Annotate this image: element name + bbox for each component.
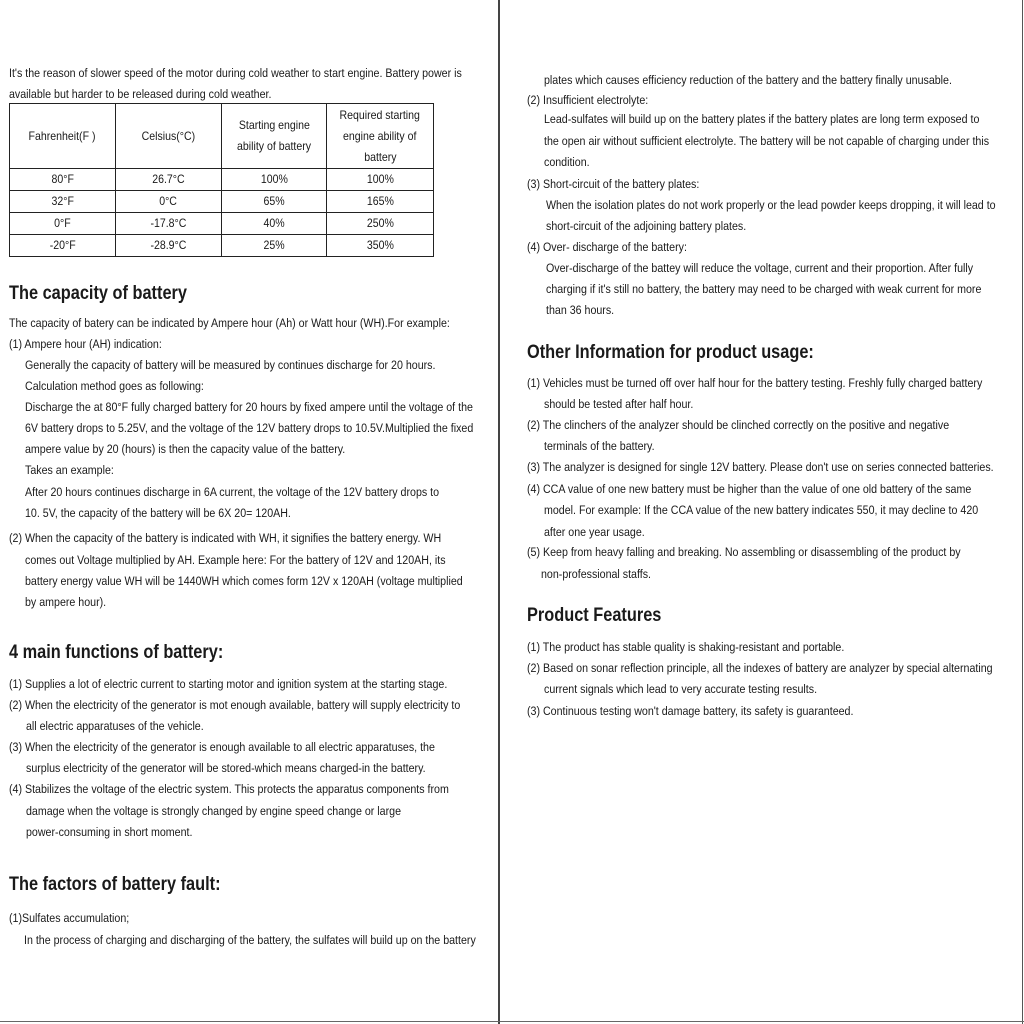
other-info-line: after one year usage.: [544, 525, 645, 539]
capacity-line: battery energy value WH will be 1440WH which comes form 12V x 120AH (voltage multiplied: [25, 574, 463, 588]
capacity-line: Calculation method goes as following:: [25, 379, 204, 393]
other-info-line: model. For example: If the CCA value of the new battery indicates 550, it may decline to 420: [544, 503, 979, 517]
capacity-line: Discharge the at 80°F fully charged battery for 20 hours by fixed ampere until the voltage of the: [25, 400, 473, 414]
other-info-heading: Other Information for product usage:: [527, 342, 814, 363]
factors-line: In the process of charging and discharging of the battery, the sulfates will build up on the battery: [24, 933, 476, 947]
functions-line: surplus electricity of the generator will be stored-which means charged-in the battery.: [26, 761, 426, 775]
table-cell: 25%: [222, 235, 327, 257]
functions-line: damage when the voltage is strongly changed by engine speed change or large: [26, 804, 402, 818]
table-cell: 165%: [327, 191, 434, 213]
temperature-table: [9, 103, 434, 257]
table-cell: 100%: [327, 169, 434, 191]
table-header-row: [10, 104, 434, 169]
table-cell: 32°F: [10, 191, 116, 213]
other-info-line: (2) The clinchers of the analyzer should be clinched correctly on the positive and negative: [527, 418, 950, 432]
header-celsius: Celsius(°C): [116, 104, 222, 169]
factors-line: the open air without sufficient electrolyte. The battery will be not capable of charging under this: [544, 134, 990, 148]
other-info-line: (1) Vehicles must be turned off over half hour for the battery testing. Freshly fully charged battery: [527, 376, 983, 390]
factors-line: (2) Insufficient electrolyte:: [527, 93, 649, 107]
column-divider: [498, 0, 500, 1024]
factors-line: Lead-sulfates will build up on the battery plates if the battery plates are long term exposed to: [544, 112, 980, 126]
functions-line: (1) Supplies a lot of electric current to starting motor and ignition system at the starting stage.: [9, 677, 448, 691]
features-line: current signals which lead to very accurate testing results.: [544, 682, 818, 696]
table-row: [10, 213, 434, 235]
table-cell: 65%: [222, 191, 327, 213]
capacity-line: comes out Voltage multiplied by AH. Example here: For the battery of 12V and 120AH, its: [25, 553, 446, 567]
table-cell: -17.8°C: [116, 213, 222, 235]
functions-line: all electric apparatuses of the vehicle.: [26, 719, 204, 733]
other-info-line: non-professional staffs.: [541, 567, 651, 581]
features-line: (1) The product has stable quality is shaking-resistant and portable.: [527, 640, 845, 654]
other-info-line: terminals of the battery.: [544, 439, 655, 453]
factors-line: (1)Sulfates accumulation;: [9, 911, 130, 925]
other-info-line: should be tested after half hour.: [544, 397, 694, 411]
factors-heading: The factors of battery fault:: [9, 874, 221, 895]
table-cell: 26.7°C: [116, 169, 222, 191]
capacity-line: 10. 5V, the capacity of the battery will be 6X 20= 120AH.: [25, 506, 291, 520]
capacity-line: (1) Ampere hour (AH) indication:: [9, 337, 162, 351]
capacity-line: Takes an example:: [25, 463, 114, 477]
functions-line: power-consuming in short moment.: [26, 825, 193, 839]
header-starting-ability: Starting engine ability of battery: [222, 104, 327, 169]
table-row: [10, 169, 434, 191]
table-cell: 80°F: [10, 169, 116, 191]
factors-line: (3) Short-circuit of the battery plates:: [527, 177, 700, 191]
table-cell: -20°F: [10, 235, 116, 257]
factors-line: condition.: [544, 155, 590, 169]
factors-line: short-circuit of the adjoining battery plates.: [546, 219, 747, 233]
table-row: [10, 191, 434, 213]
header-required-ability: Required starting engine ability of battery: [327, 104, 434, 169]
features-heading: Product Features: [527, 605, 662, 626]
page-edge: [1022, 0, 1023, 1024]
table-cell: 40%: [222, 213, 327, 235]
functions-line: (3) When the electricity of the generator is enough available to all electric apparatuses, the: [9, 740, 435, 754]
table-cell: -28.9°C: [116, 235, 222, 257]
capacity-line: Generally the capacity of battery will be measured by continues discharge for 20 hours.: [25, 358, 436, 372]
capacity-line: (2) When the capacity of the battery is indicated with WH, it signifies the battery energy. WH: [9, 531, 442, 545]
features-line: (3) Continuous testing won't damage battery, its safety is guaranteed.: [527, 704, 854, 718]
other-info-line: (3) The analyzer is designed for single 12V battery. Please don't use on series connected batteries.: [527, 460, 994, 474]
other-info-line: (4) CCA value of one new battery must be higher than the value of one old battery of the same: [527, 482, 972, 496]
table-row: [10, 235, 434, 257]
table-cell: 350%: [327, 235, 434, 257]
factors-line: charging if it's still no battery, the battery may need to be charged with weak current for more: [546, 282, 982, 296]
capacity-line: 6V battery drops to 5.25V, and the voltage of the 12V battery drops to 10.5V.Multiplied the fixed: [25, 421, 474, 435]
factors-line: than 36 hours.: [546, 303, 615, 317]
intro-line: available but harder to be released during cold weather.: [9, 87, 272, 101]
factors-line: plates which causes efficiency reduction of the battery and the battery finally unusable.: [544, 73, 952, 87]
functions-heading: 4 main functions of battery:: [9, 642, 224, 663]
table-cell: 250%: [327, 213, 434, 235]
capacity-line: by ampere hour).: [25, 595, 107, 609]
functions-line: (4) Stabilizes the voltage of the electric system. This protects the apparatus components from: [9, 782, 449, 796]
table-cell: 100%: [222, 169, 327, 191]
header-fahrenheit: Fahrenheit(F ): [10, 104, 116, 169]
table-cell: 0°C: [116, 191, 222, 213]
capacity-line: ampere value by 20 (hours) is then the capacity value of the battery.: [25, 442, 346, 456]
factors-line: (4) Over- discharge of the battery:: [527, 240, 687, 254]
other-info-line: (5) Keep from heavy falling and breaking. No assembling or disassembling of the product by: [527, 545, 961, 559]
factors-line: Over-discharge of the battey will reduce the voltage, current and their proportion. After fully: [546, 261, 974, 275]
table-cell: 0°F: [10, 213, 116, 235]
capacity-heading: The capacity of battery: [9, 283, 187, 304]
intro-line: It's the reason of slower speed of the motor during cold weather to start engine. Battery power is: [9, 66, 462, 80]
functions-line: (2) When the electricity of the generator is mot enough available, battery will supply electricity to: [9, 698, 461, 712]
capacity-line: After 20 hours continues discharge in 6A current, the voltage of the 12V battery drops to: [25, 485, 440, 499]
features-line: (2) Based on sonar reflection principle, all the indexes of battery are analyzer by special alternating: [527, 661, 993, 675]
factors-line: When the isolation plates do not work properly or the lead powder keeps dropping, it will lead to: [546, 198, 996, 212]
page-bottom-edge: [0, 1021, 1024, 1022]
capacity-line: The capacity of batery can be indicated by Ampere hour (Ah) or Watt hour (WH).For example:: [9, 316, 450, 330]
